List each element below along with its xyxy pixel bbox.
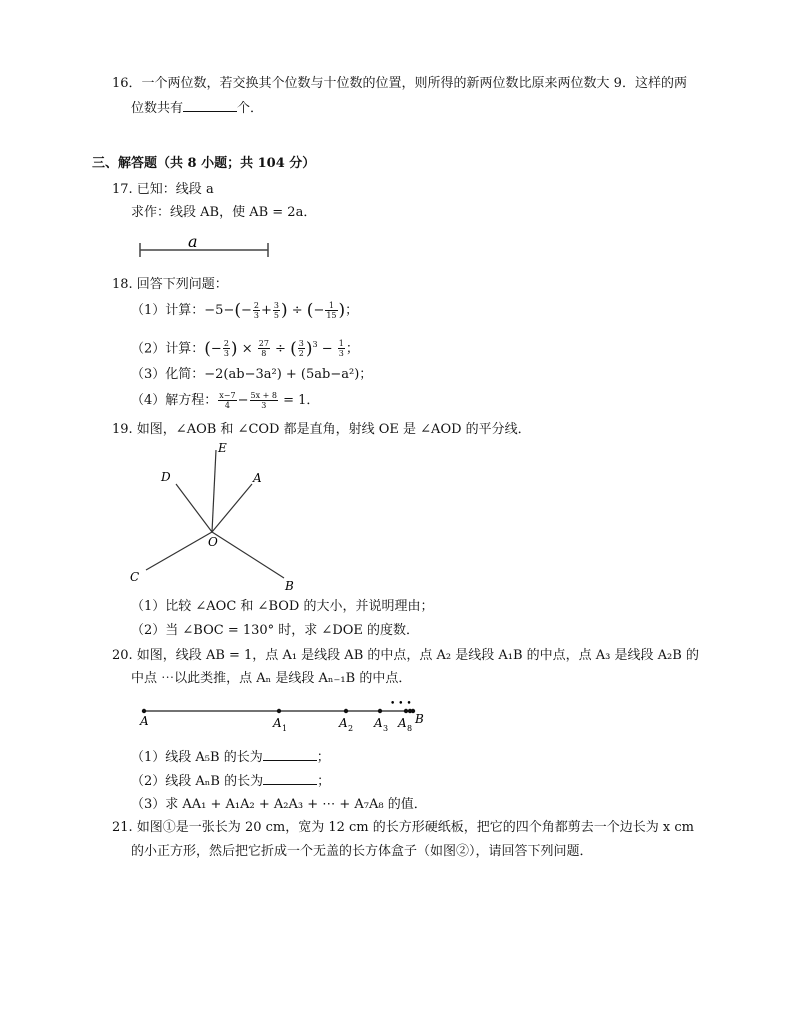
answer-blank — [183, 99, 237, 112]
q16-line2-start: 位数共有 — [131, 101, 184, 116]
point-A-label: A — [253, 471, 262, 485]
point-A1-subscript: 1 — [282, 724, 288, 733]
section-title: 三、解答题（共 8 小题；共 104 分） — [92, 156, 316, 171]
q20-part1-end: ； — [316, 750, 330, 765]
point-D-label: D — [161, 470, 171, 484]
q21-line2: 的小正方形，然后把它折成一个无盖的长方体盒子（如图②），请回答下列问题． — [131, 844, 593, 859]
q16-line1: 16．一个两位数，若交换其个位数与十位数的位置，则所得的新两位数比原来两位数大 9．这样的两 — [112, 76, 687, 91]
q18-part2: （2）计算：(− $\frac{2}{3}$ ) × $\frac{27}{8}$ ÷ ( $\frac{3}{2}$ )$^3$ − $\frac{1}{3}$ ； — [131, 338, 359, 359]
segment-a-label: a — [188, 232, 198, 251]
q19-line1: 19. 如图，∠AOB 和 ∠COD 都是直角，射线 OE 是 ∠AOD 的平分线． — [112, 422, 531, 437]
angle-figure — [120, 438, 320, 596]
point-B-label: B — [285, 579, 294, 593]
q19-part2: （2）当 ∠BOC = 130° 时，求 ∠DOE 的度数． — [131, 623, 420, 638]
point-A3-label: A — [374, 716, 383, 730]
q18-part4: （4）解方程： $\frac{x-7}{4}$ − $\frac{5x + 8}{3}$ = 1． — [131, 391, 320, 410]
q20-line2: 中点 ⋯以此类推，点 Aₙ 是线段 Aₙ₋₁B 的中点． — [131, 671, 412, 686]
point-A-label: A — [140, 714, 149, 728]
q20-part3: （3）求 AA₁ + A₁A₂ + A₂A₃ + ⋯ + A₇A₈ 的值． — [131, 797, 427, 812]
q21-line1: 21. 如图①是一张长为 20 cm，宽为 12 cm 的长方形硬纸板，把它的四个角都剪去一个边长为 x cm — [112, 820, 694, 835]
q17-line1: 17. 已知：线段 a — [112, 182, 214, 197]
q20-line1: 20. 如图，线段 AB = 1，点 A₁ 是线段 AB 的中点，点 A₂ 是线段 A₁B 的中点，点 A₃ 是线段 A₂B 的 — [112, 648, 699, 663]
point-A8-label: A — [398, 716, 407, 730]
q18-part2-label: （2）计算： — [131, 341, 205, 357]
q20-part2 — [131, 772, 330, 791]
q16-line2 — [131, 99, 263, 118]
answer-blank — [263, 772, 317, 785]
q20-part1-text: （1）线段 A₅B 的长为 — [131, 750, 263, 765]
q18-part4-label: （4）解方程： — [131, 393, 218, 408]
q18-part1-label: （1）计算： — [131, 303, 205, 318]
q18-part3: （3）化简：−2(ab−3a²) + (5ab−a²)； — [131, 367, 373, 382]
point-E-label: E — [218, 441, 227, 455]
point-B-label: B — [415, 712, 424, 726]
q17-line2: 求作：线段 AB，使 AB = 2a． — [131, 205, 317, 220]
segment-sequence-figure — [136, 697, 436, 739]
q20-part2-end: ； — [317, 774, 331, 789]
point-A8-subscript: 8 — [407, 724, 413, 733]
q19-part1: （1）比较 ∠AOC 和 ∠BOD 的大小，并说明理由； — [131, 599, 434, 614]
point-O-label: O — [208, 535, 218, 549]
point-A3-subscript: 3 — [383, 724, 389, 733]
point-A2-label: A — [339, 716, 348, 730]
point-C-label: C — [130, 570, 140, 584]
answer-blank — [263, 748, 317, 761]
ellipsis-dots: • • • — [390, 699, 412, 709]
q18-intro: 18. 回答下列问题： — [112, 277, 228, 292]
segment-a-figure — [136, 230, 276, 260]
q20-part2-text: （2）线段 AₙB 的长为 — [131, 774, 264, 789]
point-A1-label: A — [273, 716, 282, 730]
q20-part1 — [131, 748, 330, 767]
q16-line2-end: 个． — [237, 101, 264, 116]
point-A2-subscript: 2 — [348, 724, 354, 733]
q18-part1: （1）计算：−5−(− $\frac{2}{3}$ + $\frac{3}{5}$ ) ÷ (− $\frac{1}{15}$ )； — [131, 300, 359, 321]
